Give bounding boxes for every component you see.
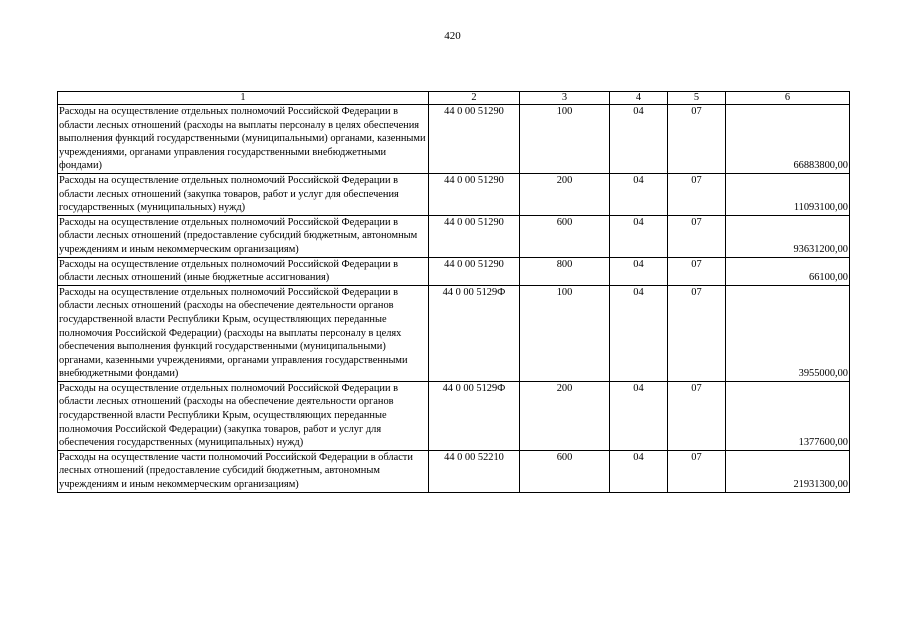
amount-cell: 3955000,00 xyxy=(726,285,850,381)
description-cell: Расходы на осуществление отдельных полномочий Российской Федерации в области лесных отношений (расходы на обеспечение деятельности органов государственной власти Республики Крым, осуществляющих переданные полномочия Российской Федерации) (закупка товаров, работ и услуг для обеспечения государственных (муниципальных) нужд) xyxy=(58,381,429,450)
header-cell: 1 xyxy=(58,92,429,105)
target-article-cell: 44 0 00 5129Ф xyxy=(429,381,520,450)
subsection-cell: 07 xyxy=(668,173,726,215)
subsection-cell: 07 xyxy=(668,257,726,285)
table-row xyxy=(58,450,850,492)
section-cell: 04 xyxy=(610,257,668,285)
section-cell: 04 xyxy=(610,450,668,492)
section-cell: 04 xyxy=(610,105,668,174)
section-cell: 04 xyxy=(610,285,668,381)
description-cell: Расходы на осуществление части полномочий Российской Федерации в области лесных отношений (предоставление субсидий бюджетным, автономным учреждениям и иным некоммерческим организациям) xyxy=(58,450,429,492)
target-article-cell: 44 0 00 5129Ф xyxy=(429,285,520,381)
section-cell: 04 xyxy=(610,215,668,257)
table-row xyxy=(58,105,850,174)
expense-type-cell: 100 xyxy=(520,285,610,381)
description-cell: Расходы на осуществление отдельных полномочий Российской Федерации в области лесных отношений (расходы на обеспечение деятельности органов государственной власти Республики Крым, осуществляющих переданные полномочия Российской Федерации) (расходы на выплаты персоналу в целях обеспечения выполнения функций государственными (муниципальными) органами, казенными учреждениями, органами управления государственными внебюджетными фондами) xyxy=(58,285,429,381)
header-cell: 2 xyxy=(429,92,520,105)
budget-table xyxy=(57,91,850,493)
header-row xyxy=(58,92,850,105)
expense-type-cell: 200 xyxy=(520,173,610,215)
subsection-cell: 07 xyxy=(668,450,726,492)
target-article-cell: 44 0 00 51290 xyxy=(429,215,520,257)
amount-cell: 66883800,00 xyxy=(726,105,850,174)
table-row xyxy=(58,215,850,257)
page-number: 420 xyxy=(444,30,461,42)
subsection-cell: 07 xyxy=(668,105,726,174)
target-article-cell: 44 0 00 51290 xyxy=(429,105,520,174)
table-row xyxy=(58,285,850,381)
subsection-cell: 07 xyxy=(668,215,726,257)
expense-type-cell: 800 xyxy=(520,257,610,285)
description-cell: Расходы на осуществление отдельных полномочий Российской Федерации в области лесных отношений (иные бюджетные ассигнования) xyxy=(58,257,429,285)
table-row xyxy=(58,381,850,450)
amount-cell: 1377600,00 xyxy=(726,381,850,450)
header-cell: 6 xyxy=(726,92,850,105)
description-cell: Расходы на осуществление отдельных полномочий Российской Федерации в области лесных отношений (закупка товаров, работ и услуг для обеспечения государственных (муниципальных) нужд) xyxy=(58,173,429,215)
expense-type-cell: 600 xyxy=(520,215,610,257)
target-article-cell: 44 0 00 52210 xyxy=(429,450,520,492)
expense-type-cell: 100 xyxy=(520,105,610,174)
amount-cell: 21931300,00 xyxy=(726,450,850,492)
section-cell: 04 xyxy=(610,173,668,215)
expense-type-cell: 200 xyxy=(520,381,610,450)
table-row xyxy=(58,173,850,215)
target-article-cell: 44 0 00 51290 xyxy=(429,257,520,285)
amount-cell: 66100,00 xyxy=(726,257,850,285)
expense-type-cell: 600 xyxy=(520,450,610,492)
description-cell: Расходы на осуществление отдельных полномочий Российской Федерации в области лесных отношений (расходы на выплаты персоналу в целях обеспечения выполнения функций государственными (муниципальными) органами, казенными учреждениями, органами управления государственными внебюджетными фондами) xyxy=(58,105,429,174)
description-cell: Расходы на осуществление отдельных полномочий Российской Федерации в области лесных отношений (предоставление субсидий бюджетным, автономным учреждениям и иным некоммерческим организациям) xyxy=(58,215,429,257)
target-article-cell: 44 0 00 51290 xyxy=(429,173,520,215)
header-cell: 5 xyxy=(668,92,726,105)
header-cell: 4 xyxy=(610,92,668,105)
header-cell: 3 xyxy=(520,92,610,105)
amount-cell: 11093100,00 xyxy=(726,173,850,215)
section-cell: 04 xyxy=(610,381,668,450)
subsection-cell: 07 xyxy=(668,285,726,381)
table-row xyxy=(58,257,850,285)
subsection-cell: 07 xyxy=(668,381,726,450)
amount-cell: 93631200,00 xyxy=(726,215,850,257)
